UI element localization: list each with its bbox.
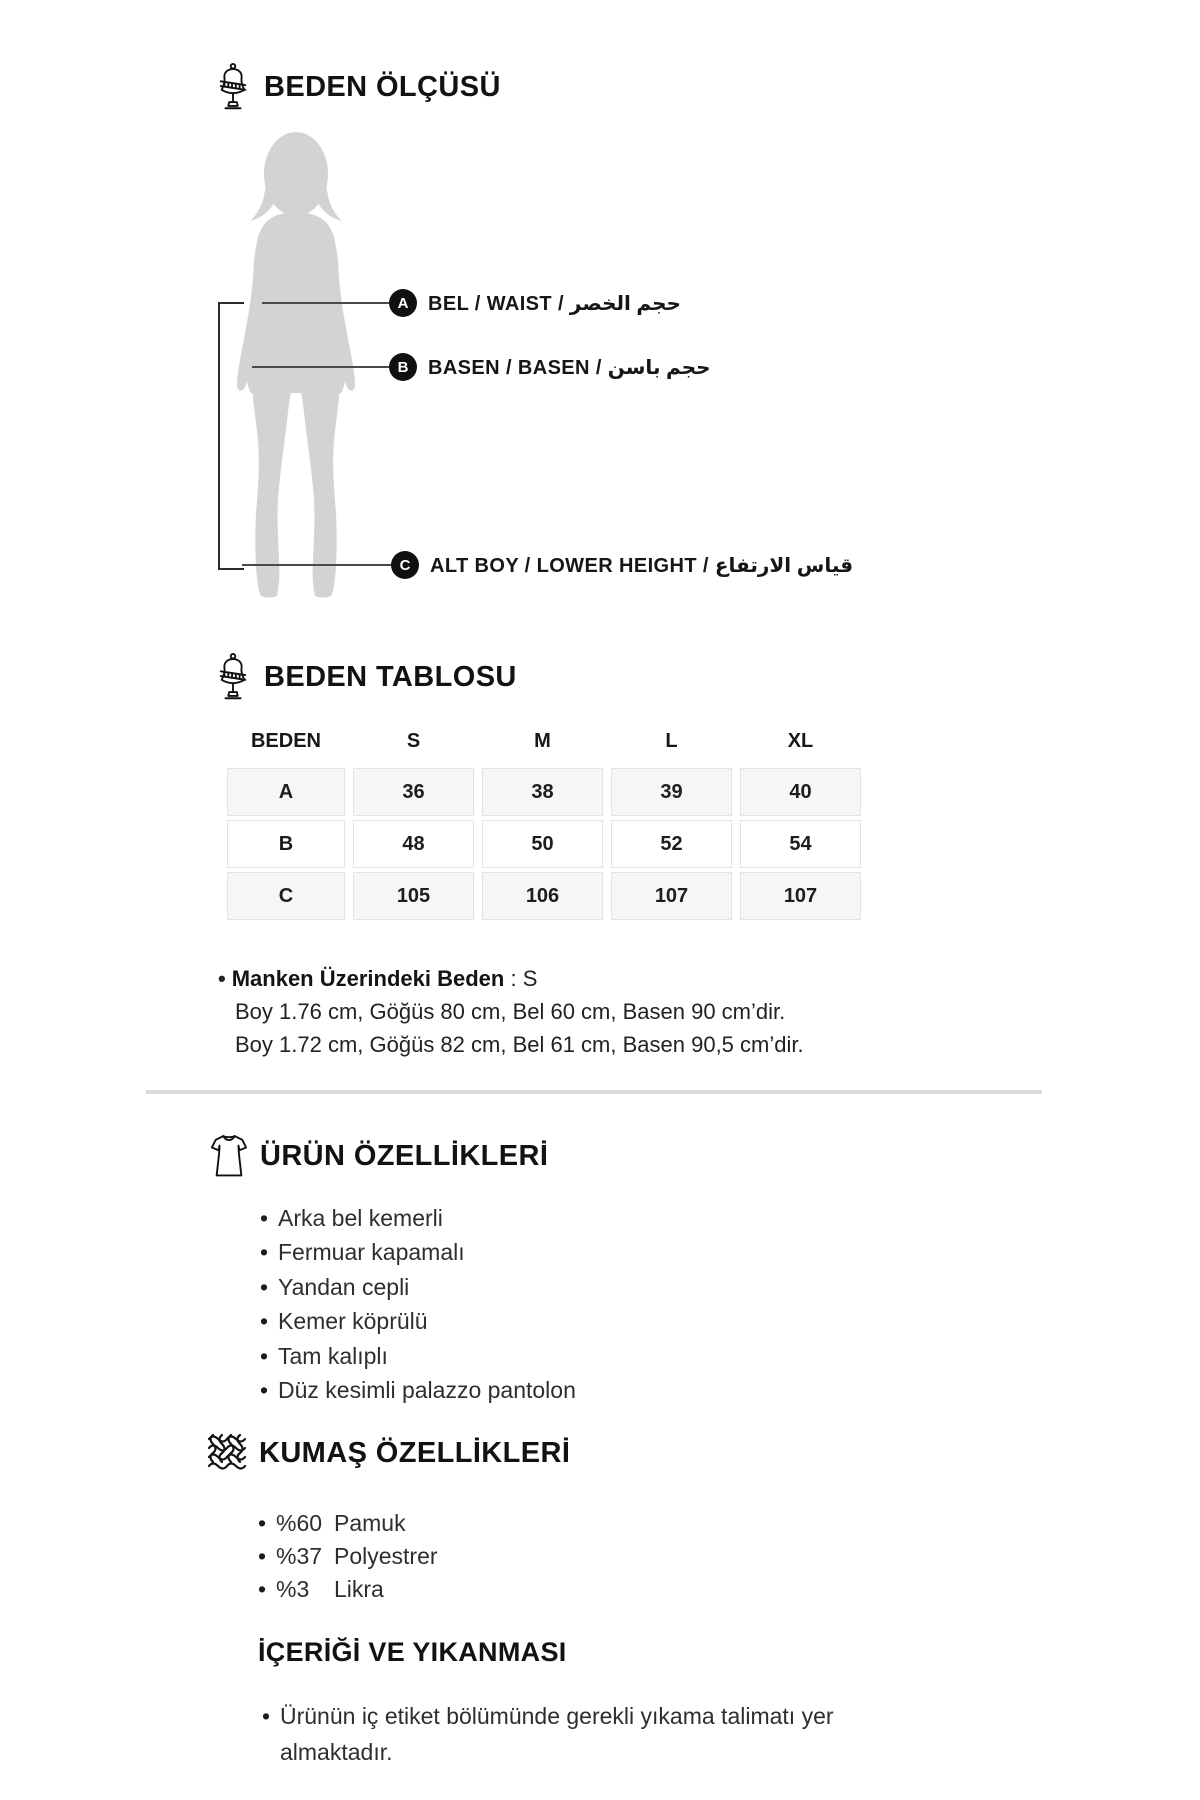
fabric-name: Likra [334,1576,384,1602]
measure-badge-a [389,289,417,317]
list-item [260,1339,576,1374]
bullet-dot: • [218,966,226,991]
list-item [260,1270,576,1305]
size-table [219,714,869,924]
bullet-dot: • [258,1510,267,1536]
list-item [262,1698,902,1770]
model-size-line [218,962,804,995]
product-features-header [210,1134,548,1178]
fabric-name: Polyestrer [334,1543,438,1569]
list-item [260,1236,576,1271]
bullet-dot: • [260,1342,269,1369]
cell-value: 105 [353,872,474,920]
model-size-label: Manken Üzerindeki Beden [231,966,505,991]
list-item [260,1305,576,1340]
fabric-list [258,1507,438,1606]
badge-letter: C [399,556,411,574]
bullet-dot: • [260,1273,269,1300]
column-header: M [534,729,551,752]
fabric-percent: %37 [276,1543,323,1569]
size-table-title: BEDEN TABLOSU [264,660,517,693]
section-divider [146,1090,1042,1094]
table-row [227,872,861,920]
bullet-dot: • [258,1576,267,1602]
feature-text: Düz kesimli palazzo pantolon [278,1377,576,1404]
bullet-dot: • [260,1204,269,1231]
care-text: Ürünün iç etiket bölümünde gerekli yıkama talimatı yer almaktadır. [280,1703,834,1765]
row-label: B [227,820,345,868]
model-size-value: S [522,966,538,991]
measure-line-b [252,366,390,368]
bullet-dot: • [260,1308,269,1335]
bullet-dot: • [260,1377,269,1404]
size-table-header [216,652,517,702]
tshirt-icon [210,1134,248,1178]
feature-text: Yandan cepli [278,1273,410,1300]
cell-value: 107 [611,872,732,920]
size-guide-title: BEDEN ÖLÇÜSÜ [264,70,501,103]
fabric-percent: %3 [276,1576,310,1602]
measure-badge-b [389,353,417,381]
fabric-percent: %60 [276,1510,323,1536]
feature-text: Kemer köprülü [278,1308,428,1335]
measure-label-c: ALT BOY / LOWER HEIGHT / قياس الارتفاع [430,554,854,577]
measure-badge-c [391,551,419,579]
product-features-list [260,1201,576,1408]
cell-value: 38 [482,768,603,816]
feature-text: Arka bel kemerli [278,1204,443,1231]
cell-value: 40 [740,768,861,816]
cell-value: 36 [353,768,474,816]
cell-value: 48 [353,820,474,868]
height-bracket [218,302,244,570]
row-label: C [227,872,345,920]
column-header: XL [787,729,814,752]
cell-value: 50 [482,820,603,868]
row-label: A [227,768,345,816]
feature-text: Fermuar kapamalı [278,1239,465,1266]
model-measurements-line: Boy 1.76 cm, Göğüs 80 cm, Bel 60 cm, Basen 90 cm’dir. [235,999,786,1024]
list-item [258,1507,438,1540]
dressform-icon [216,62,250,112]
product-features-title: ÜRÜN ÖZELLİKLERİ [260,1139,549,1172]
badge-letter: B [397,358,409,376]
list-item [260,1374,576,1409]
list-item [258,1573,438,1606]
measure-label-b: BASEN / BASEN / حجم باسن [428,356,711,379]
list-item [260,1201,576,1236]
size-guide-header [216,62,501,112]
column-header: S [406,729,421,752]
measure-label-a: BEL / WAIST / حجم الخصر [428,292,681,315]
cell-value: 106 [482,872,603,920]
fabric-weave-icon [207,1430,247,1476]
care-title: İÇERİĞİ VE YIKANMASI [258,1637,567,1667]
fabric-header [207,1430,570,1476]
measure-line-c [242,564,392,566]
cell-value: 54 [740,820,861,868]
model-measurements-line: Boy 1.72 cm, Göğüs 82 cm, Bel 61 cm, Basen 90,5 cm’dir. [235,1032,804,1057]
cell-value: 52 [611,820,732,868]
care-list [262,1698,902,1770]
fabric-title: KUMAŞ ÖZELLİKLERİ [259,1436,571,1469]
column-header: L [665,729,678,752]
measure-line-a [262,302,390,304]
badge-letter: A [397,294,409,312]
model-size-separator: : [504,966,523,991]
table-row [227,820,861,868]
bullet-dot: • [260,1239,269,1266]
cell-value: 107 [740,872,861,920]
bullet-dot: • [258,1543,267,1569]
cell-value: 39 [611,768,732,816]
dressform-icon [216,652,250,702]
model-size-info [218,962,804,1061]
table-row [227,768,861,816]
column-header: BEDEN [250,729,321,752]
feature-text: Tam kalıplı [278,1342,388,1369]
bullet-dot: • [262,1703,271,1729]
size-table-header-row [227,718,861,764]
fabric-name: Pamuk [334,1510,406,1536]
list-item [258,1540,438,1573]
